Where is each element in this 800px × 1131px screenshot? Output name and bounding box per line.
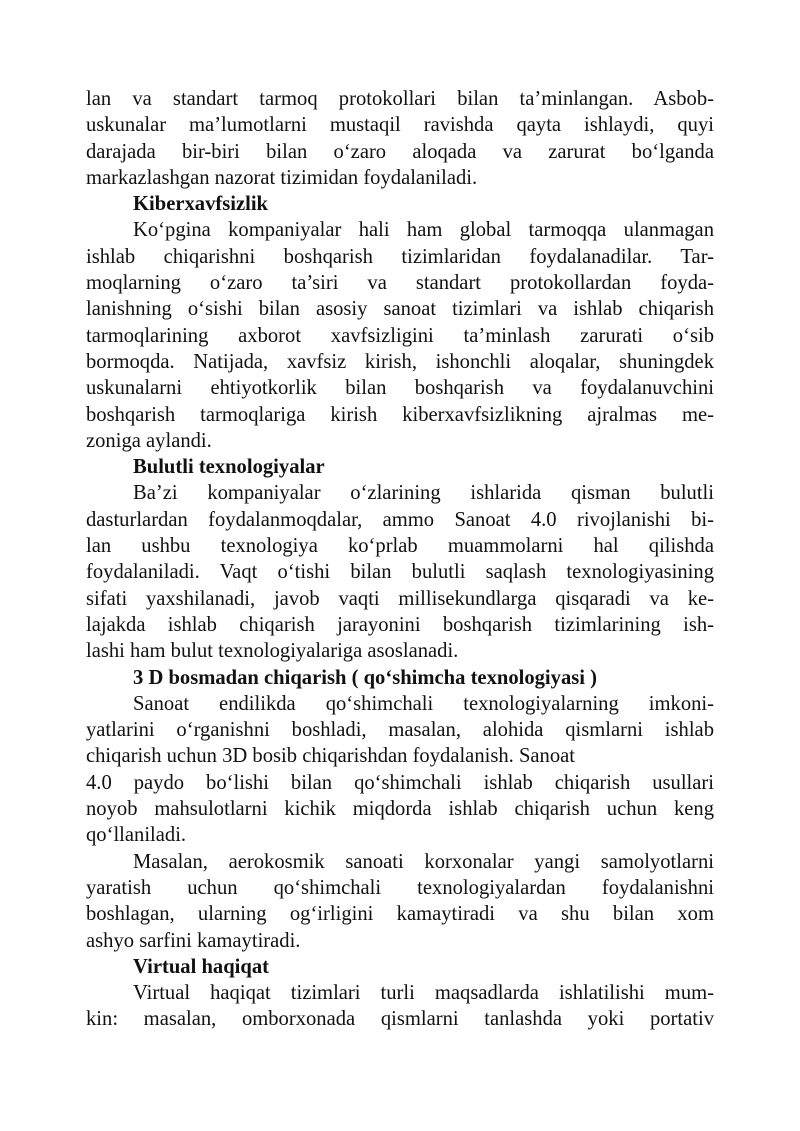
text-line: boshlagan, ularning og‘irligini kamaytiradi va shu bilan xom: [86, 903, 714, 926]
paragraph: [86, 86, 714, 191]
text-line: darajada bir-biri bilan o‘zaro aloqada va zarurat bo‘lganda: [86, 140, 714, 163]
text-line: 4.0 paydo bo‘lishi bilan qo‘shimchali ishlab chiqarish usullari: [86, 771, 714, 794]
paragraph: [86, 770, 714, 849]
text-line: tarmoqlarining axborot xavfsizligini ta’minlash zarurati o‘sib: [86, 324, 714, 347]
text-line: boshqarish tarmoqlariga kirish kiberxavfsizlikning ajralmas me-: [86, 403, 714, 426]
text-line: yatlarini o‘rganishni boshladi, masalan, alohida qismlarni ishlab: [86, 719, 714, 742]
paragraph: [86, 217, 714, 454]
text-line: Ko‘pgina kompaniyalar hali ham global tarmoqqa ulanmagan: [133, 219, 714, 242]
text-line: bormoqda. Natijada, xavfsiz kirish, ishonchli aloqalar, shuningdek: [86, 350, 714, 373]
text-line: moqlarning o‘zaro ta’siri va standart protokollardan foyda-: [86, 272, 714, 295]
text-line: uskunalar ma’lumotlarni mustaqil ravishda qayta ishlaydi, quyi: [86, 114, 714, 137]
text-line: lajakda ishlab chiqarish jarayonini boshqarish tizimlarining ish-: [86, 613, 714, 636]
text-line: uskunalarni ehtiyotkorlik bilan boshqarish va foydalanuvchini: [86, 377, 714, 400]
text-line: qo‘llaniladi.: [86, 824, 187, 847]
text-line: sifati yaxshilanadi, javob vaqti millisekundlarga qisqaradi va ke-: [86, 587, 714, 610]
text-line: kin: masalan, omborxonada qismlarni tanlashda yoki portativ: [86, 1008, 714, 1031]
text-line: foydalaniladi. Vaqt o‘tishi bilan bulutli saqlash texnologiyasining: [86, 561, 714, 584]
paragraph: [86, 849, 714, 954]
text-line: Ba’zi kompaniyalar o‘zlarining ishlarida qisman bulutli: [133, 482, 714, 505]
section-heading: Virtual haqiqat: [133, 955, 269, 978]
paragraph: [86, 980, 714, 1033]
paragraph: [86, 480, 714, 664]
text-line: ishlab chiqarishni boshqarish tizimlaridan foydalanadilar. Tar-: [86, 245, 714, 268]
text-line: noyob mahsulotlarni kichik miqdorda ishlab chiqarish uchun keng: [86, 798, 714, 821]
text-line: Sanoat endilikda qo‘shimchali texnologiyalarning imkoni-: [133, 692, 714, 715]
text-line: dasturlardan foydalanmoqdalar, ammo Sanoat 4.0 rivojlanishi bi-: [86, 508, 714, 531]
document-page: [86, 86, 714, 1033]
text-line: Masalan, aerokosmik sanoati korxonalar yangi samolyotlarni: [133, 850, 714, 873]
section-heading: Kiberxavfsizlik: [133, 193, 268, 216]
text-line: lashi ham bulut texnologiyalariga asoslanadi.: [86, 640, 459, 663]
text-line: ashyo sarfini kamaytiradi.: [86, 929, 301, 952]
text-line: markazlashgan nazorat tizimidan foydalaniladi.: [86, 166, 478, 189]
text-line: zoniga aylandi.: [86, 429, 212, 452]
text-line: lanishning o‘sishi bilan asosiy sanoat tizimlari va ishlab chiqarish: [86, 298, 714, 321]
section-heading: 3 D bosmadan chiqarish ( qo‘shimcha texnologiyasi ): [133, 666, 597, 689]
text-line: lan va standart tarmoq protokollari bilan ta’minlangan. Asbob-: [86, 88, 714, 110]
text-line: yaratish uchun qo‘shimchali texnologiyalardan foydalanishni: [86, 876, 714, 899]
text-line: lan ushbu texnologiya ko‘prlab muammolarni hal qilishda: [86, 535, 714, 558]
text-line: Virtual haqiqat tizimlari turli maqsadlarda ishlatilishi mum-: [133, 982, 714, 1005]
paragraph: [86, 691, 714, 770]
section-heading: Bulutli texnologiyalar: [133, 456, 325, 479]
text-line: chiqarish uchun 3D bosib chiqarishdan foydalanish. Sanoat: [86, 745, 576, 768]
